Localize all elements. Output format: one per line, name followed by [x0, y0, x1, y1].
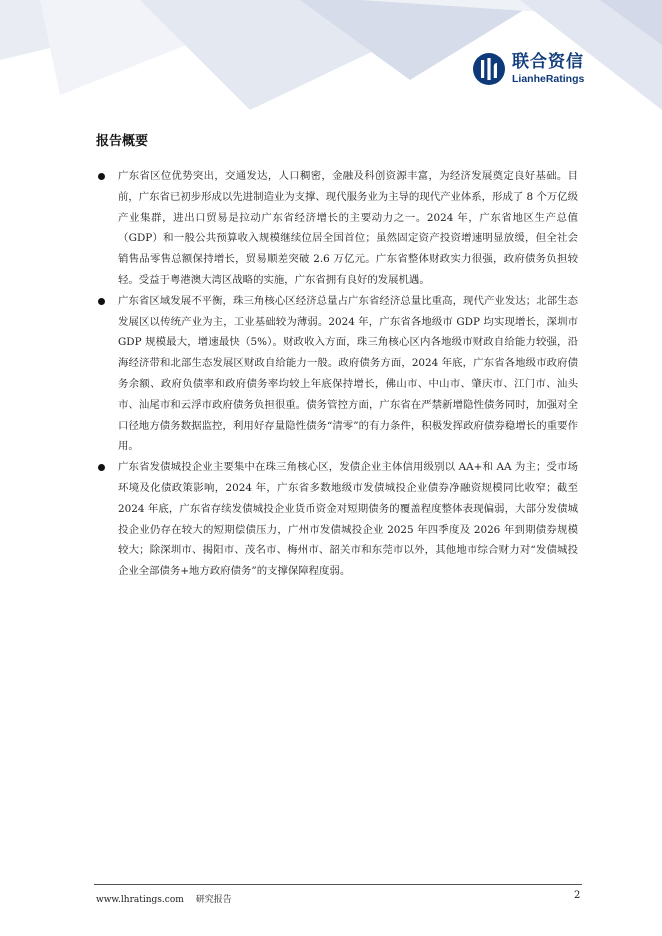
page-number: 2 [574, 890, 581, 901]
bullet-dot-icon [98, 173, 105, 180]
footer-website: www.lhratings.com [96, 895, 184, 905]
summary-bullets [96, 166, 578, 582]
bullet-text: 广东省发债城投企业主要集中在珠三角核心区，发债企业主体信用级别以 AA+和 AA 为主；受市场环境及化债政策影响，2024 年，广东省多数地级市发债城投企业债券净融资规模同比收窄；截至 2024 年底，广东省存续发债城投企业货币资金对短期债务的覆盖程度整体表现偏弱，大部分发债城投企业仍存在较大的短期偿债压力，广州市发债城投企业 2025 年四季度及 2026 年到期债券规模较大；除深圳市、揭阳市、茂名市、梅州市、韶关市和东莞市以外，其他地市综合财力对“发债城投企业全部债务+地方政府债务”的支撑保障程度弱。 [118, 461, 578, 578]
brand-name-cn: 联合资信 [512, 51, 584, 72]
bullet-dot-icon [98, 298, 105, 305]
footer-left [96, 892, 232, 905]
brand-name-en: LianheRatings [512, 72, 585, 85]
summary-bullet [96, 166, 578, 291]
bullet-dot-icon [98, 464, 105, 471]
bullet-text: 广东省区位优势突出，交通发达，人口稠密，金融及科创资源丰富，为经济发展奠定良好基础。目前，广东省已初步形成以先进制造业为支撑、现代服务业为主导的现代产业体系，形成了 8 个万亿级产业集群，进出口贸易是拉动广东省经济增长的主要动力之一。2024 年，广东省地区生产总值（GDP）和一般公共预算收入规模继续位居全国首位；虽然固定资产投资增速明显放缓，但全社会销售品零售总额保持增长，贸易顺差突破 2.6 万亿元。广东省整体财政实力很强，政府债务负担较轻。受益于粤港澳大湾区战略的实施，广东省拥有良好的发展机遇。 [118, 170, 579, 286]
footer-label: 研究报告 [195, 895, 232, 905]
section-title: 报告概要 [96, 134, 149, 149]
summary-bullet [96, 291, 578, 457]
summary-bullet [96, 457, 578, 582]
brand-logo [472, 52, 584, 86]
footer-divider [94, 884, 582, 885]
bullet-text: 广东省区域发展不平衡，珠三角核心区经济总量占广东省经济总量比重高，现代产业发达；北部生态发展区以传统产业为主，工业基础较为薄弱。2024 年，广东省各地级市 GDP 均实现增长，深圳市 GDP 规模最大，增速最快（5%）。财政收入方面，珠三角核心区内各地级市财政自给能力较强，沿海经济带和北部生态发展区财政自给能力一般。政府债务方面，2024 年底，广东省各地级市政府债务余额、政府负债率和政府债务率均较上年底保持增长，佛山市、中山市、肇庆市、江门市、汕头市、汕尾市和云浮市政府债务负担很重。债务管控方面，广东省在严禁新增隐性债务同时，加强对全口径地方债务数据监控，利用好存量隐性债务“清零”的有力条件，积极发挥政府债券稳增长的重要作用。 [118, 294, 578, 453]
lianhe-logo-icon [472, 52, 506, 86]
